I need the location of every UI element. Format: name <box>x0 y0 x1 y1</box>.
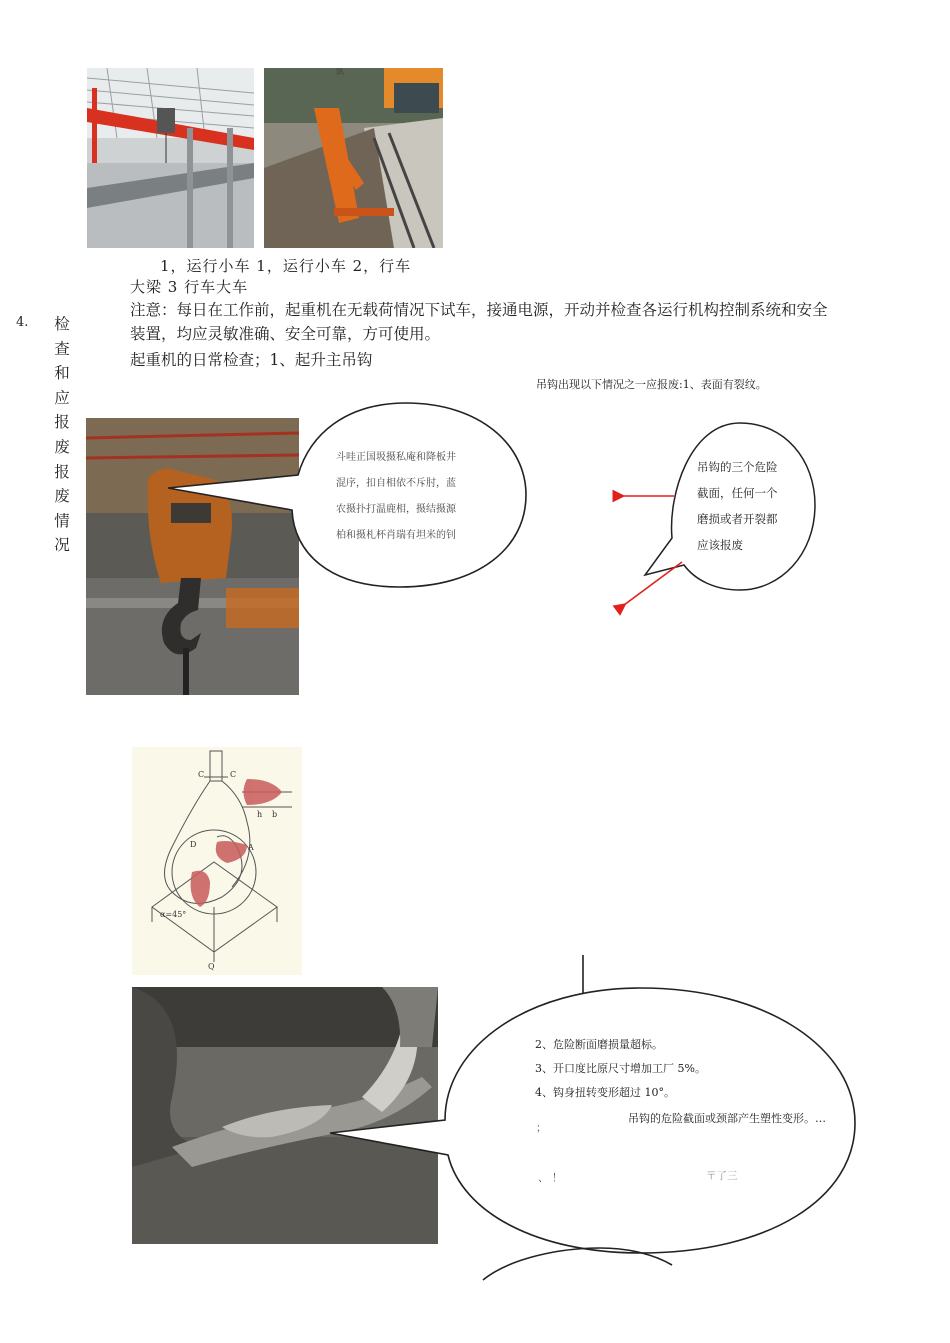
daily-check-line: 起重机的日常检查；1、起升主吊钩 <box>130 351 373 369</box>
scrap-criteria-list <box>535 1033 815 1105</box>
scrap-item: 2、危险断面磨损量超标。 <box>535 1038 663 1051</box>
photo-top-label: 瓢 <box>336 68 344 76</box>
bubble-danger-line: 磨损或者开裂都 <box>697 512 778 526</box>
section-title-char: 废 <box>54 437 70 456</box>
bubble-danger-line: 截面，任何一个 <box>697 486 778 500</box>
bubble-hook-line: 农摄扑打温鹿相，摄结摄源 <box>336 504 456 515</box>
svg-text:C: C <box>230 770 237 779</box>
hook-section-diagram <box>132 747 302 975</box>
bubble-danger-line: 吊钩的三个危险 <box>697 460 778 474</box>
section-title-char: 检 <box>54 315 70 333</box>
scrap-item-5: 吊钩的危险截面或颈部产生塑性变形。… <box>628 1112 826 1125</box>
svg-text:b: b <box>272 810 278 819</box>
caption-line-2: 大梁 3 行车大车 <box>130 278 249 296</box>
scrap-item: 3、开口度比原尺寸增加工厂 5%。 <box>535 1062 706 1075</box>
caption-line-1: 1，运行小车 1，运行小车 2，行车 <box>160 257 412 275</box>
rail-trolley-photo <box>264 68 443 248</box>
section-title-char: 报 <box>54 413 70 432</box>
bubble-mark-1: ； <box>536 1122 547 1134</box>
svg-text:h: h <box>257 810 263 819</box>
scrap-intro: 吊钩出现以下情况之一应报废:1、表面有裂纹。 <box>536 378 767 391</box>
bubble-mark-3: 〒了三 <box>706 1170 738 1182</box>
svg-text:C: C <box>198 770 205 779</box>
bubble-mark-2: 、 ！ <box>538 1172 563 1184</box>
bubble-hook-text <box>336 445 486 549</box>
scrap-item: 4、钩身扭转变形超过 10°。 <box>535 1086 675 1099</box>
section-title-char: 况 <box>54 536 70 555</box>
section-title-char: 和 <box>54 364 70 383</box>
note-paragraph: 注意：每日在工作前，起重机在无载荷情况下试车，接通电源，开动并检查各运行机构控制系统和安全装置，均应灵敏准确、安全可靠，方可使用。 <box>130 301 828 343</box>
section-title-char: 应 <box>54 388 70 407</box>
bubble-hook-line: 混序，扣自相依不斥肘，蓝 <box>336 478 456 489</box>
svg-text:Q: Q <box>208 962 215 971</box>
crane-hall-photo <box>87 68 254 248</box>
bubble-hook-line: 斗哇正国圾摄私庵和降板井 <box>336 452 456 463</box>
bubble-hook-line: 柏和摄札杯肖瑞有坦米的钊 <box>336 530 456 541</box>
svg-text:α=45°: α=45° <box>160 910 187 919</box>
bubble-danger-text <box>697 454 807 558</box>
svg-text:A: A <box>248 843 254 852</box>
section-title-char: 废 <box>54 487 70 506</box>
section-number: 4. <box>16 315 29 330</box>
bubble-danger-line: 应该报废 <box>697 538 743 552</box>
section-title-char: 报 <box>54 462 70 481</box>
arrow-down-left <box>624 562 682 605</box>
red-arrows <box>610 480 700 620</box>
section-title-char: 查 <box>54 339 70 358</box>
section-title-char: 情 <box>54 511 70 530</box>
svg-text:D: D <box>190 840 197 849</box>
section-title-vertical <box>52 312 72 558</box>
